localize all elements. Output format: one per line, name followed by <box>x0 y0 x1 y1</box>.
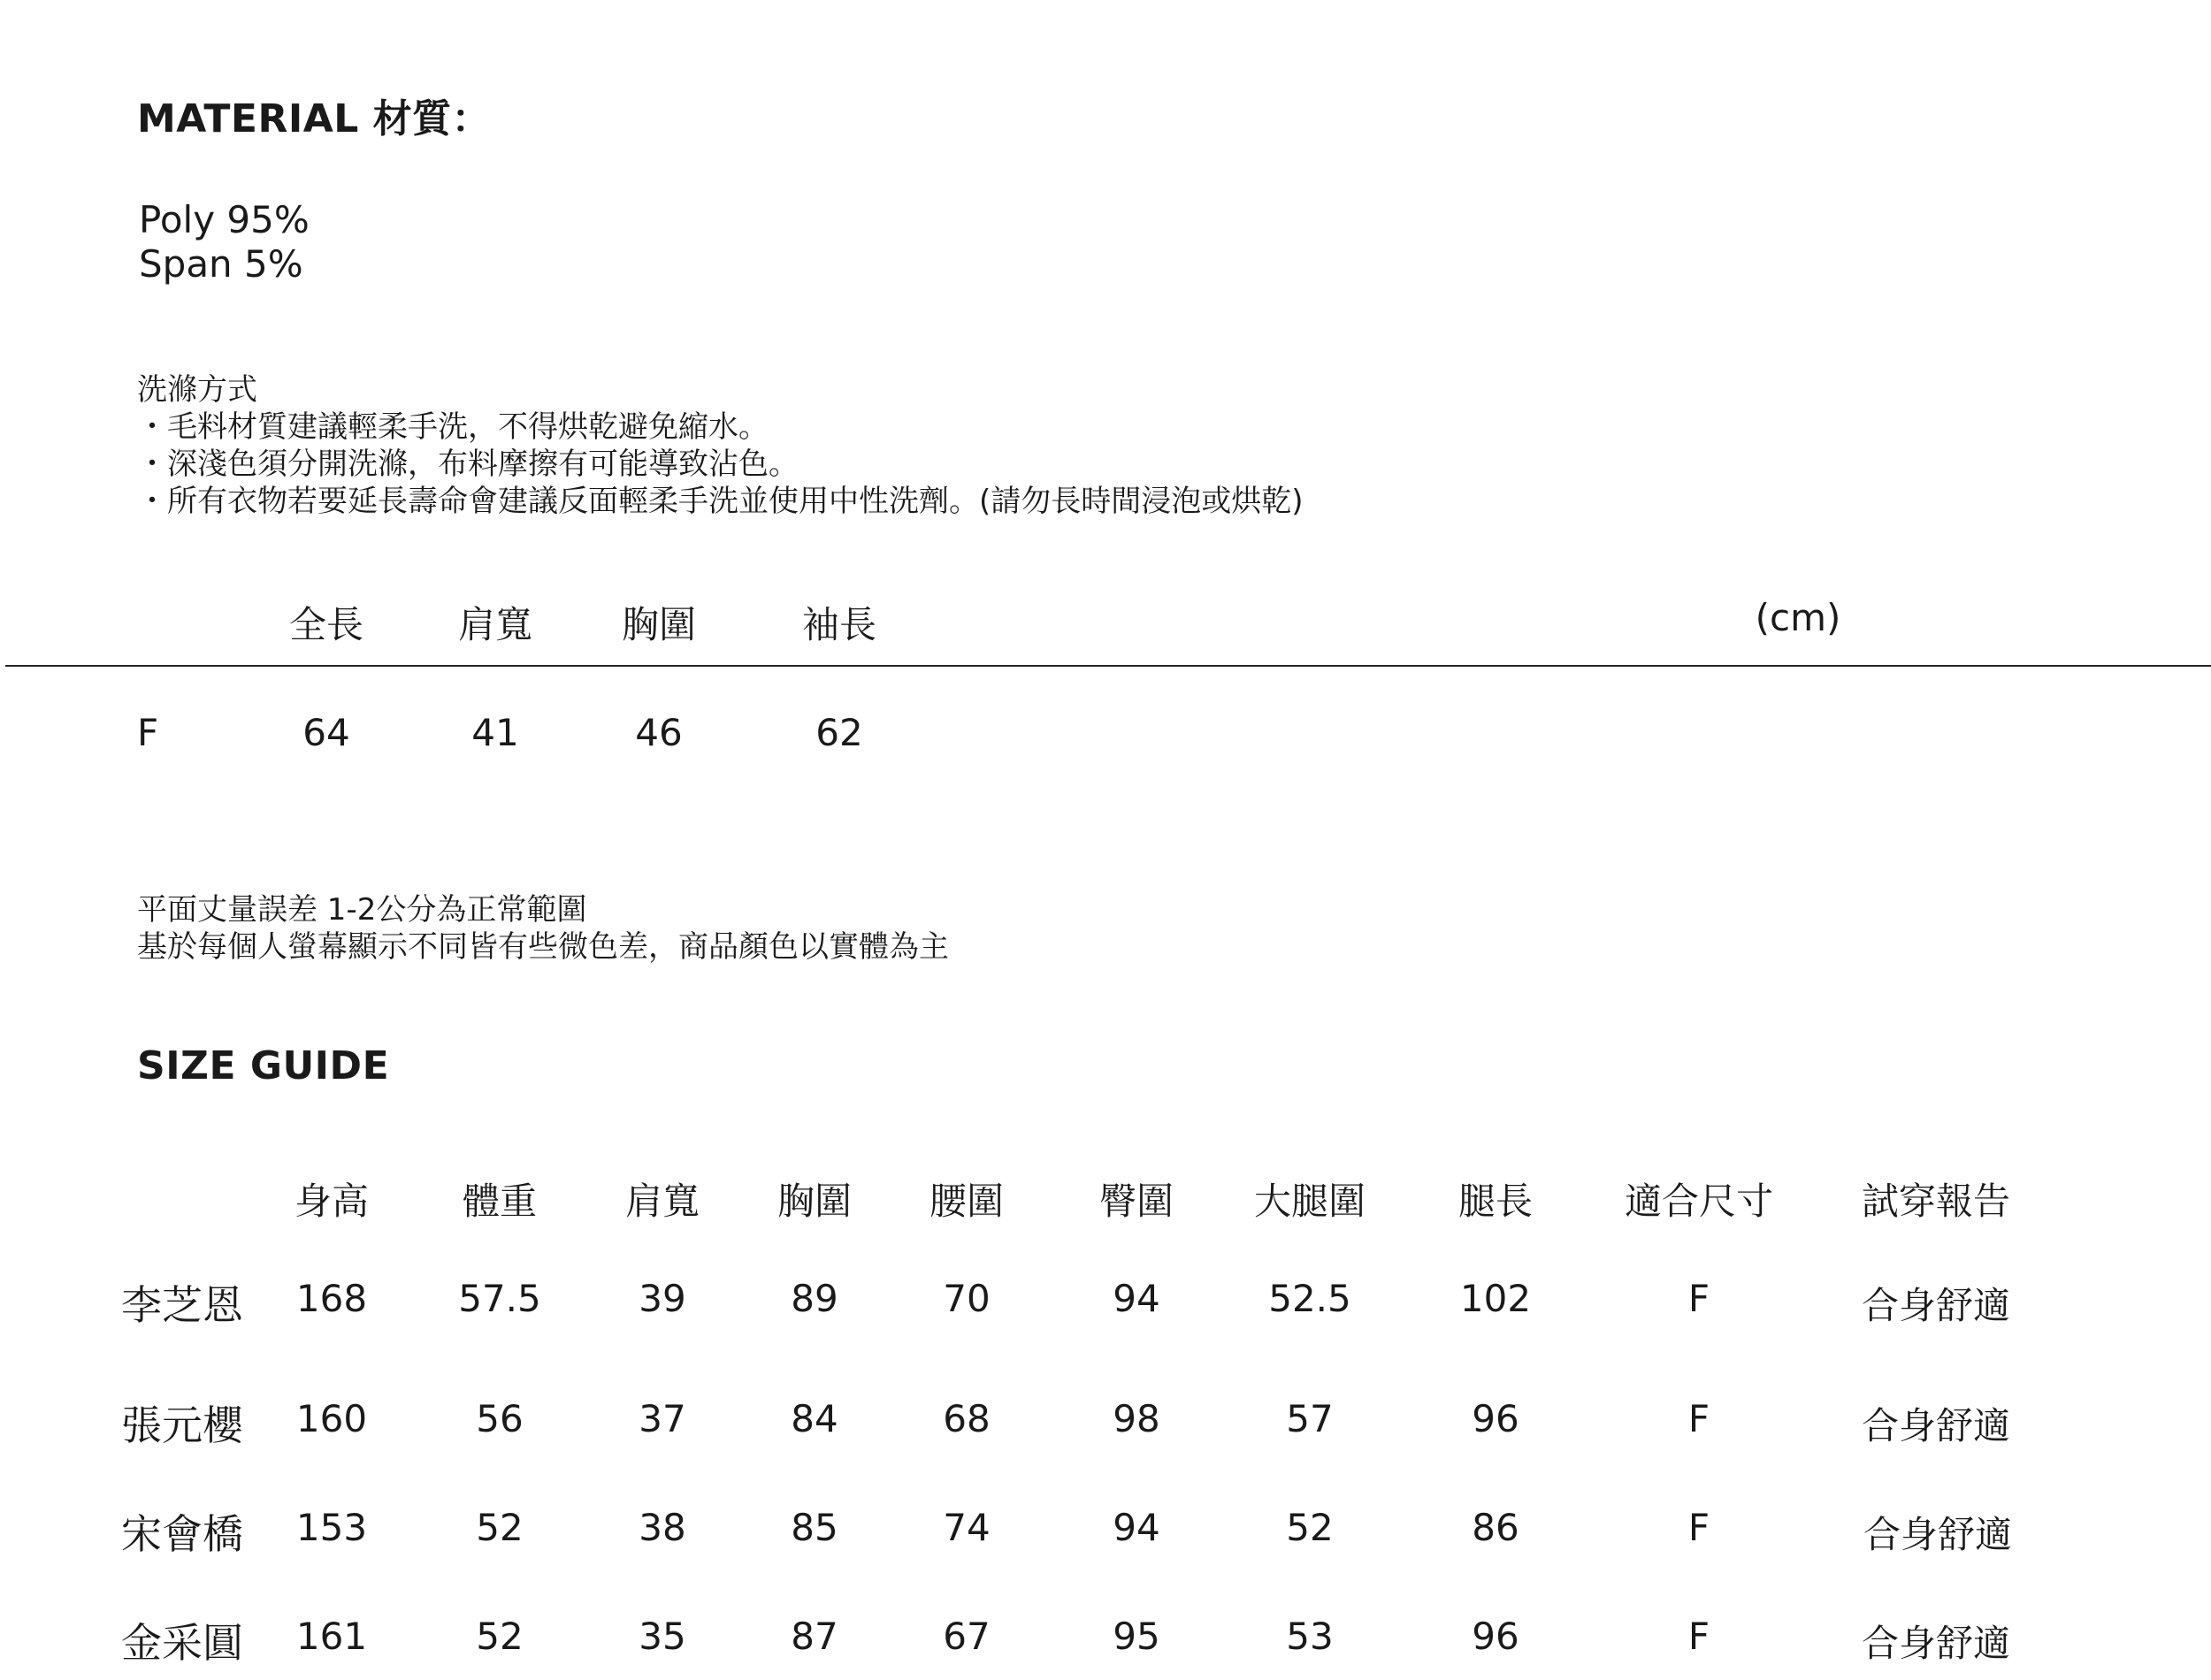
size-guide-cell: 52 <box>476 1615 524 1658</box>
size-guide-cell: 35 <box>639 1615 686 1658</box>
size-guide-cell: 68 <box>943 1397 991 1440</box>
size-guide-cell: 52.5 <box>1268 1277 1351 1320</box>
size-guide-cell: 56 <box>476 1397 524 1440</box>
size-guide-cell: 70 <box>943 1277 991 1320</box>
size-guide-cell: 37 <box>639 1397 686 1440</box>
measure-value: 41 <box>471 711 519 754</box>
table-divider <box>5 665 2211 667</box>
size-guide-cell: F <box>1687 1615 1710 1658</box>
material-title: MATERIAL 材質： <box>137 96 492 141</box>
composition-line: Poly 95% <box>139 198 310 241</box>
size-guide-cell: 95 <box>1113 1615 1160 1658</box>
size-guide-header: 腰圍 <box>929 1180 1004 1223</box>
size-guide-cell: 89 <box>791 1277 838 1320</box>
care-line: ・所有衣物若要延長壽命會建議反面輕柔手洗並使用中性洗劑。(請勿長時間浸泡或烘乾) <box>137 484 1304 519</box>
size-guide-cell: 53 <box>1286 1615 1334 1658</box>
size-guide-cell: 98 <box>1113 1397 1160 1440</box>
size-guide-cell: 67 <box>943 1615 991 1658</box>
size-guide-cell: 合身舒適 <box>1861 1404 2010 1447</box>
measure-value: 46 <box>635 711 683 754</box>
size-guide-cell: 86 <box>1472 1506 1519 1549</box>
size-guide-cell: 39 <box>639 1277 686 1320</box>
size-guide-cell: 94 <box>1113 1277 1160 1320</box>
size-guide-cell: 合身舒適 <box>1863 1513 2012 1556</box>
size-guide-cell: F <box>1687 1397 1710 1440</box>
size-guide-header: 適合尺寸 <box>1624 1180 1773 1223</box>
size-guide-cell: 96 <box>1472 1615 1519 1658</box>
size-guide-cell: 38 <box>639 1506 686 1549</box>
size-guide-header: 腿長 <box>1457 1180 1533 1223</box>
measure-value: 62 <box>815 711 863 754</box>
size-guide-cell: 52 <box>476 1506 524 1549</box>
note-line: 基於每個人螢幕顯示不同皆有些微色差，商品顏色以實體為主 <box>137 929 949 965</box>
tester-name: 張元櫻 <box>121 1401 243 1449</box>
size-guide-cell: 57 <box>1286 1397 1334 1440</box>
note-line: 平面丈量誤差 1-2公分為正常範圍 <box>137 892 587 928</box>
size-guide-cell: 52 <box>1286 1506 1334 1549</box>
size-guide-header: 大腿圍 <box>1253 1180 1366 1223</box>
size-guide-header: 試穿報告 <box>1861 1180 2010 1223</box>
size-guide-cell: F <box>1687 1277 1710 1320</box>
tester-name: 宋會橋 <box>121 1510 243 1558</box>
size-guide-cell: 153 <box>295 1506 368 1549</box>
size-guide-cell: 合身舒適 <box>1861 1622 2010 1665</box>
size-guide-header: 肩寬 <box>624 1180 700 1223</box>
measure-header: 袖長 <box>801 603 876 646</box>
size-guide-cell: 160 <box>295 1397 368 1440</box>
care-line: ・深淺色須分開洗滌，布料摩擦有可能導致沾色。 <box>137 447 799 482</box>
size-guide-cell: 168 <box>295 1277 368 1320</box>
size-label: F <box>137 711 159 754</box>
measure-header: 肩寬 <box>457 603 532 646</box>
size-guide-header: 體重 <box>462 1180 537 1223</box>
size-guide-header: 胸圍 <box>777 1180 852 1223</box>
size-guide-cell: 102 <box>1459 1277 1532 1320</box>
size-guide-cell: 84 <box>791 1397 838 1440</box>
tester-name: 金采圓 <box>121 1619 243 1667</box>
size-guide-header: 臀圍 <box>1098 1180 1174 1223</box>
measure-value: 64 <box>302 711 350 754</box>
size-guide-title: SIZE GUIDE <box>137 1043 390 1088</box>
measure-header: 胸圍 <box>621 603 696 646</box>
size-guide-header: 身高 <box>294 1180 369 1223</box>
tester-name: 李芝恩 <box>121 1281 243 1329</box>
size-guide-cell: 85 <box>791 1506 838 1549</box>
care-heading: 洗滌方式 <box>137 372 257 408</box>
size-guide-cell: 96 <box>1472 1397 1519 1440</box>
size-guide-cell: 161 <box>295 1615 368 1658</box>
care-line: ・毛料材質建議輕柔手洗，不得烘乾避免縮水。 <box>137 409 769 445</box>
size-guide-cell: 94 <box>1113 1506 1160 1549</box>
size-guide-cell: 87 <box>791 1615 838 1658</box>
composition-line: Span 5% <box>139 242 303 286</box>
size-guide-cell: 74 <box>943 1506 991 1549</box>
size-guide-cell: 合身舒適 <box>1861 1284 2010 1327</box>
size-guide-cell: 57.5 <box>458 1277 541 1320</box>
unit-label: (cm) <box>1755 596 1841 639</box>
measure-header: 全長 <box>288 603 363 646</box>
size-guide-cell: F <box>1687 1506 1710 1549</box>
